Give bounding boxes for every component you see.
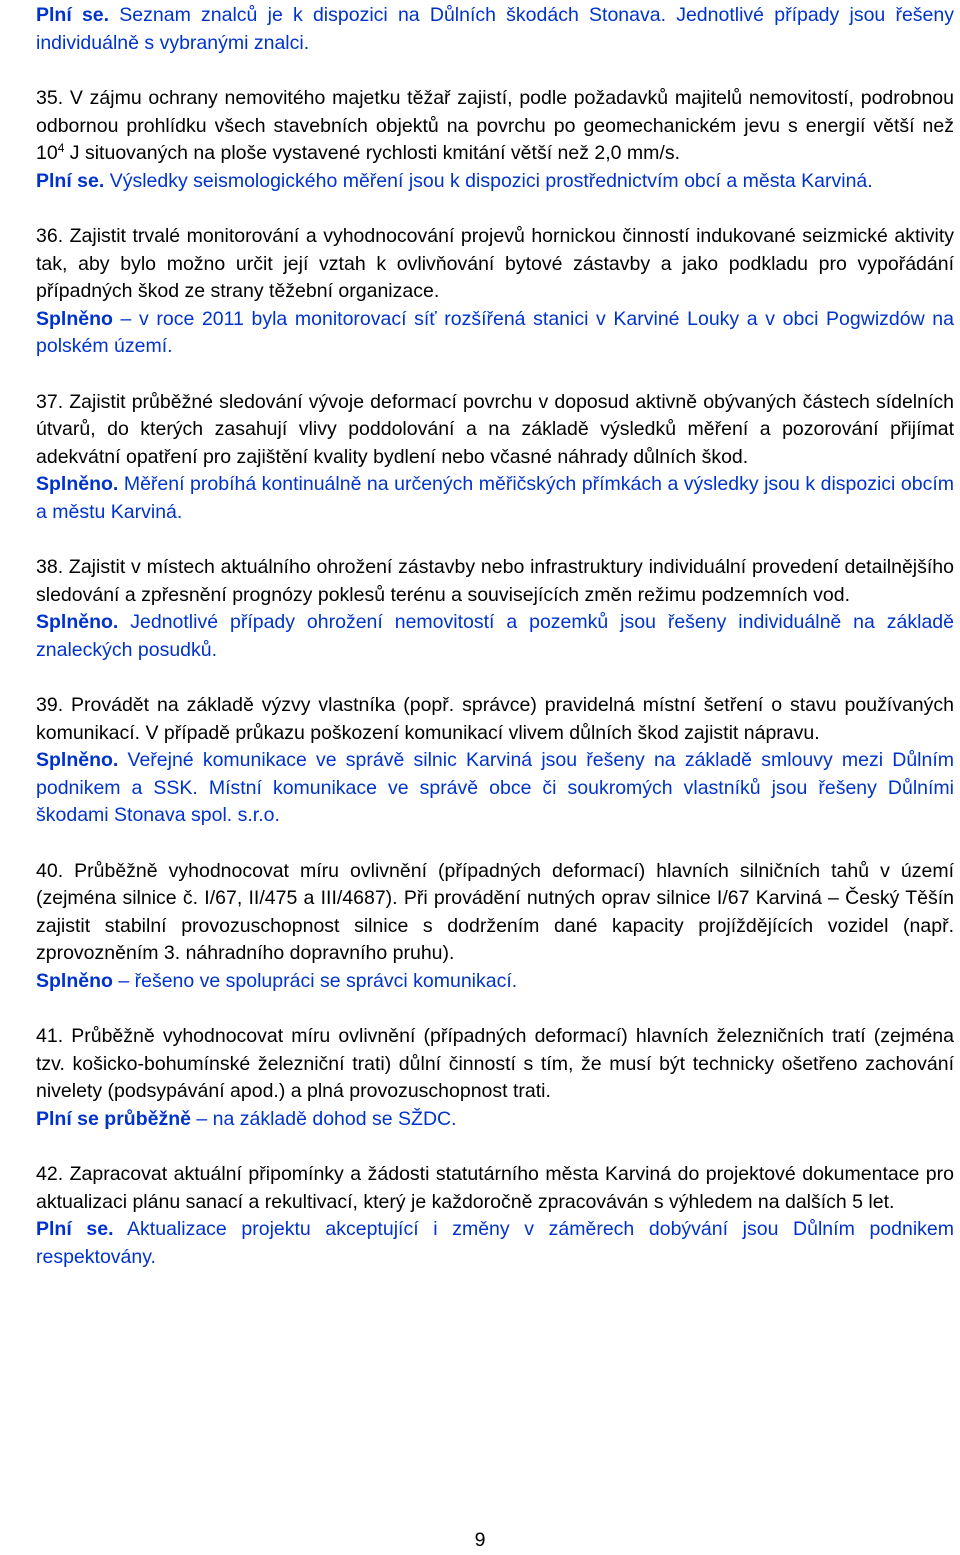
item-41 (36, 1023, 954, 1133)
item-38-response (36, 609, 954, 664)
item-35 (36, 85, 954, 195)
item-40-response (36, 968, 954, 996)
item-41-text: Průběžně vyhodnocovat míru ovlivnění (případných deformací) hlavních železničních tratí (zejména tzv. košicko-bohumínské železniční trati) důlní činností s tím, že musí být technicky ošetřeno zachování nivelety (podsypávání apod.) a plná provozuschopnost trati. (36, 1025, 954, 1102)
item-39 (36, 692, 954, 830)
item-42-status: Plní se. (36, 1218, 114, 1240)
item-40-requirement (36, 858, 954, 968)
item-35-text: V zájmu ochrany nemovitého majetku těžař zajistí, podle požadavků majitelů nemovitostí, podrobnou odbornou prohlídku všech stavebních objektů na povrchu po geomechanickém jevu s energií větší než 10 (36, 87, 954, 164)
item-35-response-text: Výsledky seismologického měření jsou k dispozici prostřednictvím obcí a města Karviná. (104, 169, 873, 192)
item-37-status: Splněno. (36, 473, 119, 495)
item-42-requirement (36, 1161, 954, 1216)
item-36 (36, 223, 954, 361)
item-40-text: Průběžně vyhodnocovat míru ovlivnění (případných deformací) hlavních silničních tahů v území (zejména silnice č. I/67, II/475 a III/4687). Při provádění nutných oprav silnice I/67 Karviná – Český Těšín zajistit stabilní provozuschopnost silnice s dodržením dané kapacity projíždějících vozidel (např. zprovozněním 3. náhradního dopravního pruhu). (36, 859, 954, 964)
intro-response (36, 2, 954, 57)
item-38-requirement (36, 554, 954, 609)
intro-text: Seznam znalců je k dispozici na Důlních škodách Stonava. Jednotlivé případy jsou řešeny individuálně s vybranými znalci. (36, 4, 954, 54)
item-39-status: Splněno. (36, 749, 119, 771)
item-35-number: 35. (36, 87, 64, 109)
item-35-exponent: 4 (57, 141, 65, 155)
item-38-status: Splněno. (36, 611, 119, 633)
item-37 (36, 389, 954, 527)
item-41-number: 41. (36, 1025, 64, 1047)
item-39-requirement (36, 692, 954, 747)
item-38-number: 38. (36, 556, 64, 578)
item-41-requirement (36, 1023, 954, 1106)
item-36-status: Splněno (36, 307, 113, 330)
item-41-status: Plní se průběžně (36, 1107, 191, 1130)
item-35-requirement (36, 85, 954, 168)
item-38-text: Zajistit v místech aktuálního ohrožení zástavby nebo infrastruktury individuální provedení detailnějšího sledování a zpřesnění prognózy poklesů terénu a souvisejících změn režimu podzemních vod. (36, 556, 954, 606)
item-42-response (36, 1216, 954, 1271)
item-37-response (36, 471, 954, 526)
item-41-response (36, 1106, 954, 1134)
item-35-status: Plní se. (36, 169, 105, 192)
item-37-response-text: Měření probíhá kontinuálně na určených měřičských přímkách a výsledky jsou k dispozici obcím a městu Karviná. (36, 473, 954, 523)
item-37-number: 37. (36, 390, 64, 413)
item-37-text: Zajistit průběžné sledování vývoje deformací povrchu v doposud aktivně obývaných částech sídelních útvarů, do kterých zasahují vlivy poddolování a na základě výsledků měření a pozorování přijímat adekvátní opatření pro zajištění kvality bydlení nebo včasné náhrady důlních škod. (36, 390, 954, 468)
item-42-response-text: Aktualizace projektu akceptující i změny v záměrech dobývání jsou Důlním podnikem respektovány. (36, 1218, 954, 1268)
intro-status: Plní se. (36, 4, 110, 26)
item-39-response-text: Veřejné komunikace ve správě silnic Karviná jsou řešeny na základě smlouvy mezi Důlním podnikem a SSK. Místní komunikace ve správě obce či soukromých vlastníků jsou řešeny Důlními škodami Stonava spol. s.r.o. (36, 749, 954, 826)
item-40-response-text: – řešeno ve spolupráci se správci komunikací. (112, 969, 518, 992)
item-42-number: 42. (36, 1163, 64, 1185)
item-42-text: Zapracovat aktuální připomínky a žádosti statutárního města Karviná do projektové dokumentace pro aktualizaci plánu sanací a rekultivací, který je každoročně zpracováván s výhledem na dalších 5 let. (36, 1163, 954, 1213)
item-35-text-end: J situovaných na ploše vystavené rychlosti kmitání větší než 2,0 mm/s. (64, 142, 680, 164)
item-42 (36, 1161, 954, 1271)
document-page (36, 2, 954, 1299)
item-35-response (36, 168, 954, 196)
item-36-number: 36. (36, 225, 64, 247)
item-37-requirement (36, 389, 954, 472)
item-36-response-text: – v roce 2011 byla monitorovací síť rozšířená stanici v Karviné Louky a v obci Pogwizdów na polském území. (36, 307, 954, 357)
item-36-text: Zajistit trvalé monitorování a vyhodnocování projevů hornickou činností indukované seizmické aktivity tak, aby bylo možno určit její vztah k ovlivňování bytové zástavby a jako podkladu pro vypořádání případných škod ze strany těžební organizace. (36, 225, 954, 302)
item-41-response-text: – na základě dohod se SŽDC. (190, 1107, 457, 1130)
item-40-number: 40. (36, 859, 64, 882)
item-36-requirement (36, 223, 954, 306)
item-38 (36, 554, 954, 664)
page-number: 9 (474, 1529, 486, 1551)
item-39-text: Provádět na základě výzvy vlastníka (popř. správce) pravidelná místní šetření o stavu používaných komunikací. V případě průkazu poškození komunikací vlivem důlních škod zajistit nápravu. (36, 694, 954, 744)
item-39-response (36, 747, 954, 830)
item-40 (36, 858, 954, 996)
intro-response-paragraph (36, 2, 954, 57)
item-36-response (36, 306, 954, 361)
item-38-response-text: Jednotlivé případy ohrožení nemovitostí a pozemků jsou řešeny individuálně na základě znaleckých posudků. (36, 611, 954, 661)
item-39-number: 39. (36, 694, 64, 716)
item-40-status: Splněno (36, 969, 113, 992)
